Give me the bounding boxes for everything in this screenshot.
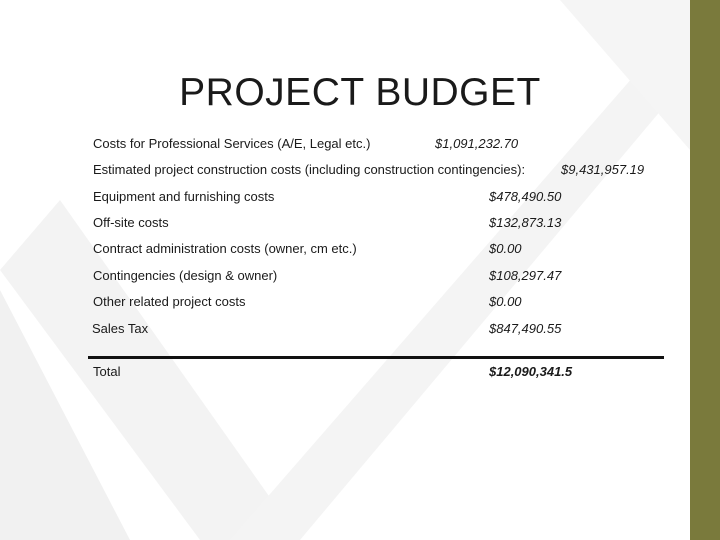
row-value: $108,297.47 <box>489 268 562 283</box>
row-value: $847,490.55 <box>489 321 562 336</box>
row-value: $9,431,957.19 <box>561 162 645 177</box>
row-label: Equipment and furnishing costs <box>93 189 275 204</box>
page-title: PROJECT BUDGET <box>179 71 541 115</box>
row-value: $478,490.50 <box>489 189 562 204</box>
row-value: $0.00 <box>489 241 522 256</box>
row-value: $1,091,232.70 <box>435 136 519 151</box>
row-label: Off-site costs <box>93 215 169 230</box>
row-label: Sales Tax <box>92 321 149 336</box>
total-divider-line <box>88 356 664 359</box>
row-value: $132,873.13 <box>489 215 562 230</box>
row-label: Other related project costs <box>93 294 246 309</box>
total-value: $12,090,341.5 <box>489 364 573 379</box>
row-value: $0.00 <box>489 294 522 309</box>
row-label: Costs for Professional Services (A/E, Legal etc.) <box>93 136 371 151</box>
row-label: Contingencies (design & owner) <box>93 268 278 283</box>
row-label: Contract administration costs (owner, cm etc.) <box>93 241 357 256</box>
total-label: Total <box>93 364 121 379</box>
row-label: Estimated project construction costs (including construction contingencies): <box>93 162 526 177</box>
